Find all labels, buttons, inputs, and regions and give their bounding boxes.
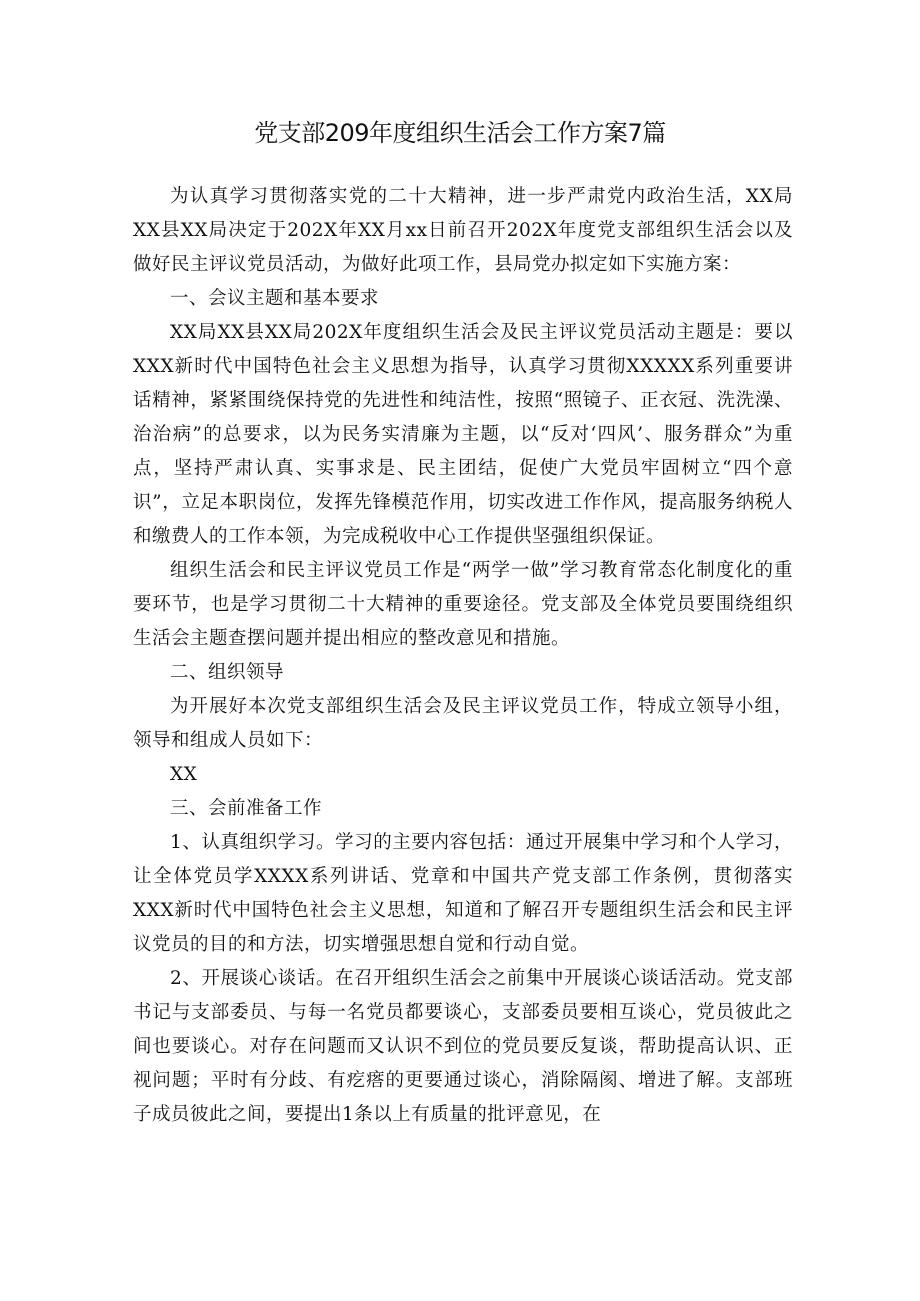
theme-paragraph: XX局XX县XX局202X年度组织生活会及民主评议党员活动主题是：要以XXX新时代中国特色社会主义思想为指导，认真学习贯彻XXXXX系列重要讲话精神，紧紧围绕保持党的先进性和纯洁性，按照“照镜子、正衣冠、洗洗澡、治治病”的总要求，以为民务实清廉为主题，以“反对‘四风’、服务群众”为重点，坚持严肃认真、实事求是、民主团结，促使广大党员牢固树立“四个意识”，立足本职岗位，发挥先锋模范作用，切实改进工作作风，提高服务纳税人和缴费人的工作本领，为完成税收中心工作提供坚强组织保证。 — [133, 322, 793, 547]
document-title: 党支部209年度组织生活会工作方案7篇 — [254, 119, 666, 147]
document-body — [133, 180, 793, 1132]
section-heading-1: 一、会议主题和基本要求 — [170, 288, 380, 309]
section-heading-2: 二、组织领导 — [170, 662, 285, 683]
study-paragraph: 1、认真组织学习。学习的主要内容包括：通过开展集中学习和个人学习，让全体党员学XXXX系列讲话、党章和中国共产党支部工作条例，贯彻落实XXX新时代中国特色社会主义思想，知道和了解召开专题组织生活会和民主评议党员的目的和方法，切实增强思想自觉和行动自觉。 — [133, 832, 793, 955]
talk-paragraph: 2、开展谈心谈话。在召开组织生活会之前集中开展谈心谈话活动。党支部书记与支部委员、与每一名党员都要谈心，支部委员要相互谈心，党员彼此之间也要谈心。对存在问题而又认识不到位的党员要反复谈，帮助提高认识、正视问题；平时有分歧、有疙瘩的更要通过谈心，消除隔阂、增进了解。支部班子成员彼此之间，要提出1条以上有质量的批评意见，在 — [133, 968, 793, 1125]
intro-paragraph: 为认真学习贯彻落实党的二十大精神，进一步严肃党内政治生活，XX局XX县XX局决定于202X年XX月xx日前召开202X年度党支部组织生活会以及做好民主评议党员活动，为做好此项工作，县局党办拟定如下实施方案： — [133, 186, 793, 275]
leadership-members: XX — [170, 764, 198, 785]
section-heading-3: 三、会前准备工作 — [170, 798, 323, 819]
leadership-paragraph: 为开展好本次党支部组织生活会及民主评议党员工作，特成立领导小组，领导和组成人员如下： — [133, 696, 793, 751]
importance-paragraph: 组织生活会和民主评议党员工作是“两学一做”学习教育常态化制度化的重要环节，也是学习贯彻二十大精神的重要途径。党支部及全体党员要围绕组织生活会主题查摆问题并提出相应的整改意见和措施。 — [133, 560, 793, 649]
